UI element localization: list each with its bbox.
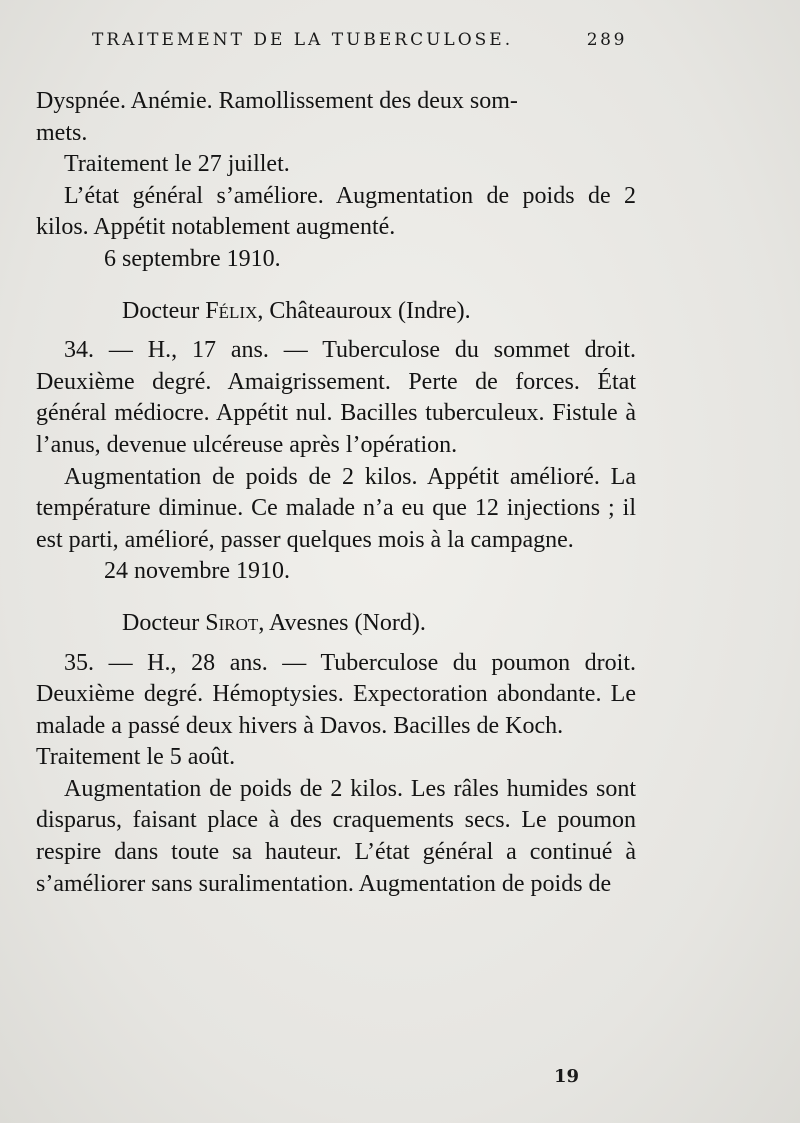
treatment-date-paragraph: Traitement le 27 juillet. bbox=[64, 151, 290, 178]
doctor-prefix: Docteur bbox=[122, 297, 206, 324]
case-35-treatment: Traitement le 5 août. bbox=[36, 744, 236, 771]
case-35-result: Augmentation de poids de 2 kilos. Les râles humides sont disparus, faisant place à des craquements secs. Le poumon respire dans toute sa hauteur. L’état général a continué à s’améliorer sans suralimentation. Augmentation de poids de bbox=[36, 775, 636, 897]
body-text bbox=[36, 86, 636, 900]
doctor-heading-felix bbox=[122, 296, 636, 328]
case-continued-line-2: mets. bbox=[36, 119, 88, 146]
result-paragraph: L’état général s’améliore. Augmentation de poids de 2 kilos. Appétit notablement augmenté. bbox=[36, 182, 636, 241]
doctor-place: , Avesnes (Nord). bbox=[258, 609, 426, 636]
case-34-description: 34. — H., 17 ans. — Tuberculose du sommet droit. Deuxième degré. Amaigrissement. Perte de forces. État général médiocre. Appétit nul. Bacilles tuberculeux. Fistule à l’anus, devenue ulcéreuse après l’opération. bbox=[36, 337, 636, 458]
doctor-heading-sirot bbox=[122, 608, 636, 640]
doctor-name: Félix bbox=[205, 297, 258, 324]
running-header bbox=[92, 30, 627, 50]
case-continued-line-1: Dyspnée. Anémie. Ramollissement des deux som- bbox=[36, 88, 518, 114]
doctor-prefix: Docteur bbox=[122, 609, 206, 636]
signature-mark: 19 bbox=[554, 1066, 580, 1087]
doctor-name: Sirot bbox=[205, 609, 259, 636]
doctor-place: , Châteauroux (Indre). bbox=[257, 297, 471, 324]
report-date: 6 septembre 1910. bbox=[104, 245, 281, 272]
page-number: 289 bbox=[586, 30, 627, 50]
case-35-description: 35. — H., 28 ans. — Tuberculose du poumon droit. Deuxième degré. Hémoptysies. Expectoration abondante. Le malade a passé deux hivers à Davos. Bacilles de Koch. bbox=[36, 649, 636, 739]
running-title: TRAITEMENT DE LA TUBERCULOSE. bbox=[92, 30, 514, 50]
case-34-date: 24 novembre 1910. bbox=[104, 558, 290, 585]
case-34-result: Augmentation de poids de 2 kilos. Appétit amélioré. La température diminue. Ce malade n’a eu que 12 injections ; il est parti, amélioré, passer quelques mois à la campagne. bbox=[36, 463, 636, 553]
